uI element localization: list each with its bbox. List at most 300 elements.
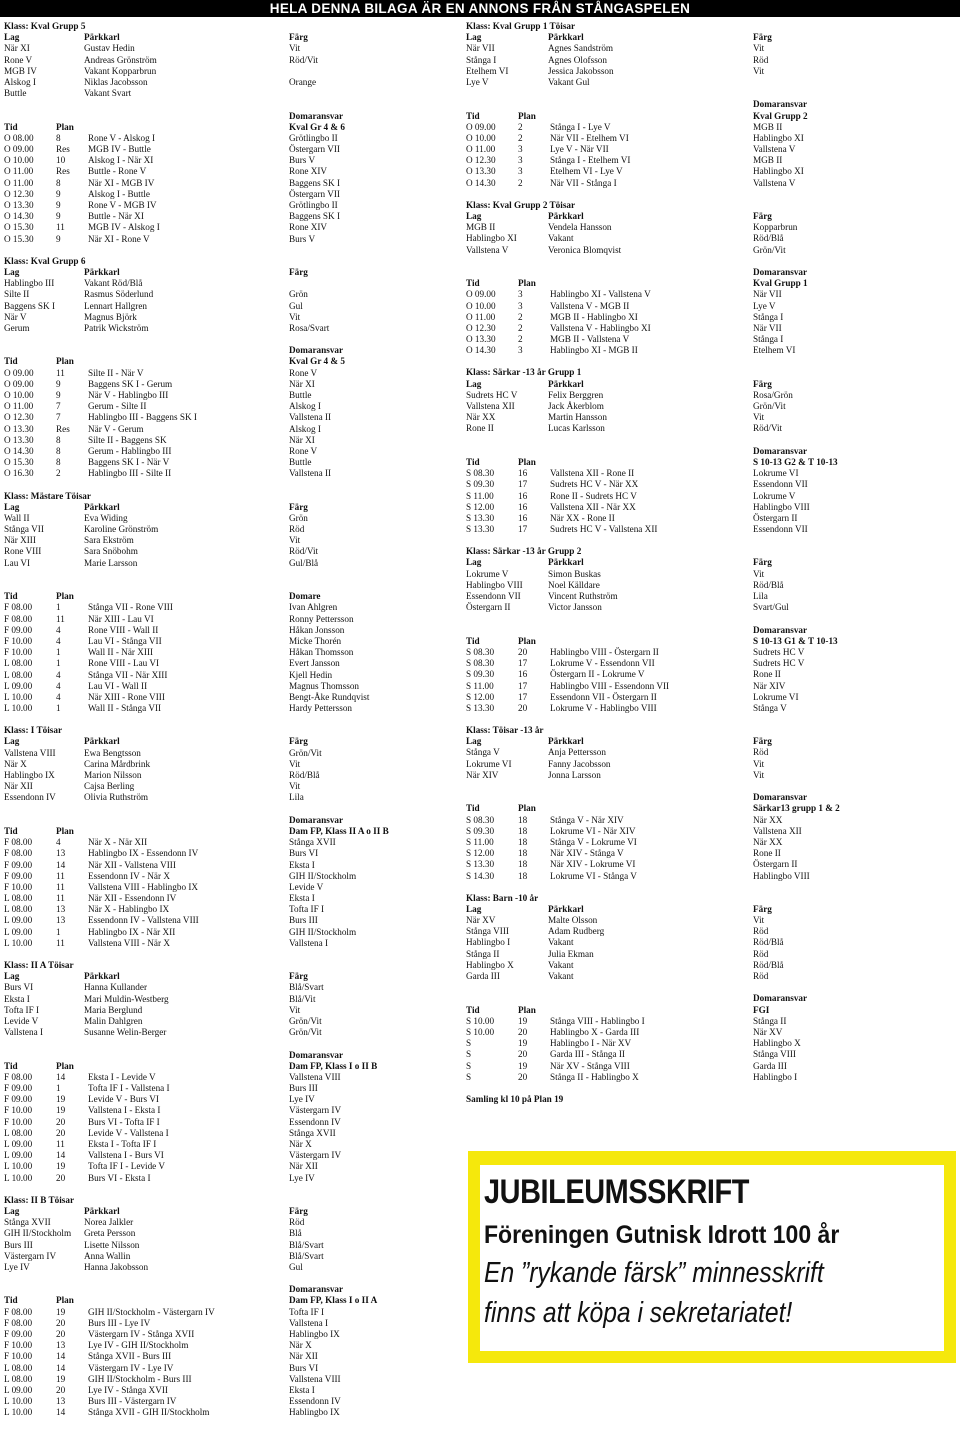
team-name: Essendonn VII bbox=[466, 591, 521, 601]
blank-cell bbox=[84, 1284, 289, 1295]
game-time: S 11.00 bbox=[466, 490, 494, 501]
game-time: F 08.00 bbox=[4, 613, 33, 624]
game-time: O 09.00 bbox=[466, 289, 496, 300]
game-match: Eksta I - Levide V bbox=[88, 1071, 156, 1082]
game-referee: Stånga XVII bbox=[289, 837, 336, 848]
class-section bbox=[466, 21, 956, 189]
game-row bbox=[4, 647, 454, 658]
game-match: GIH II/Stockholm - Burs III bbox=[88, 1373, 192, 1384]
game-row bbox=[466, 334, 956, 345]
game-row bbox=[466, 166, 956, 177]
game-row bbox=[4, 915, 454, 926]
game-time: L 08.00 bbox=[4, 1127, 33, 1138]
column-header: Plan bbox=[56, 1295, 74, 1306]
game-field: 14 bbox=[56, 1407, 66, 1418]
game-field: 17 bbox=[518, 658, 528, 669]
column-header: Tid bbox=[4, 121, 18, 132]
game-referee: Rone V bbox=[289, 367, 318, 378]
team-name: Lye V bbox=[466, 76, 489, 87]
team-name: Hablingbo X bbox=[466, 959, 514, 970]
game-row bbox=[4, 166, 454, 177]
team-row bbox=[4, 748, 454, 759]
team-row bbox=[466, 971, 956, 982]
team-row bbox=[4, 66, 454, 77]
captain-name: Vakant Röd/Blå bbox=[84, 278, 143, 289]
game-match: När XI - MGB IV bbox=[88, 177, 155, 188]
team-row bbox=[4, 1262, 454, 1273]
captain-name: Marion Nilsson bbox=[84, 770, 142, 780]
captain-name: Jessica Jakobsson bbox=[548, 65, 614, 76]
game-match: Lau VI - Wall II bbox=[88, 680, 148, 691]
game-field: 13 bbox=[56, 915, 66, 926]
captain-name: Sara Snöbohm bbox=[84, 546, 138, 557]
game-referee: Eksta I bbox=[289, 1384, 315, 1395]
game-row bbox=[466, 178, 956, 189]
game-field: 18 bbox=[518, 836, 528, 847]
game-match: Sudrets HC V - Vallstena XII bbox=[550, 524, 658, 535]
game-match: Lye IV - GIH II/Stockholm bbox=[88, 1340, 189, 1351]
team-row bbox=[466, 949, 956, 960]
game-row bbox=[4, 681, 454, 692]
game-referee: Hablingbo X bbox=[753, 1038, 801, 1049]
game-field: 11 bbox=[56, 613, 65, 624]
captain-name: Greta Persson bbox=[84, 1228, 136, 1239]
blank-cell bbox=[4, 111, 84, 122]
game-row bbox=[4, 211, 454, 222]
game-time: S 08.30 bbox=[466, 814, 495, 825]
game-referee: Hablingbo XI bbox=[753, 132, 804, 143]
team-name: Hablingbo XI bbox=[466, 233, 517, 244]
team-color: Gul/Blå bbox=[289, 557, 319, 568]
game-referee: Vallstena II bbox=[289, 468, 332, 479]
game-field: 14 bbox=[56, 1150, 66, 1161]
game-row bbox=[4, 871, 454, 882]
game-field: 4 bbox=[56, 635, 61, 646]
class-section bbox=[466, 367, 956, 535]
team-color: Rosa/Svart bbox=[289, 322, 330, 333]
game-time: L 10.00 bbox=[4, 691, 33, 702]
class-title: Klass: II B Töisar bbox=[4, 1194, 75, 1205]
game-row bbox=[4, 1318, 454, 1329]
game-referee: Garda III bbox=[753, 1060, 787, 1071]
game-time: F 10.00 bbox=[4, 1116, 33, 1127]
class-title: Klass: II A Töisar bbox=[4, 960, 74, 970]
game-time: F 08.00 bbox=[4, 1306, 33, 1317]
game-referee: Håkan Jonsson bbox=[289, 624, 345, 635]
team-name: När XX bbox=[466, 412, 496, 423]
captain-name: Carina Mårdbrink bbox=[84, 758, 151, 769]
team-name: Wall II bbox=[4, 512, 30, 523]
team-header-row bbox=[4, 32, 454, 43]
schedule-header-row bbox=[466, 1005, 956, 1016]
advert-title: JUBILEUMSSKRIFT bbox=[484, 1173, 749, 1211]
schedule-header-row bbox=[4, 122, 454, 133]
game-referee: Östergarn II bbox=[753, 512, 798, 523]
game-referee: Hablingbo IX bbox=[289, 1407, 340, 1418]
game-row bbox=[4, 1396, 454, 1407]
team-header-row bbox=[4, 971, 454, 982]
game-time: F 10.00 bbox=[4, 1105, 33, 1116]
blank-cell bbox=[84, 345, 289, 356]
game-match: Wall II - Stånga VII bbox=[88, 703, 162, 714]
class-title: Klass: Töisar -13 år bbox=[466, 725, 544, 736]
team-header-row bbox=[466, 32, 956, 43]
team-row bbox=[466, 926, 956, 937]
class-title: Klass: Särkar -13 år Grupp 2 bbox=[466, 546, 582, 557]
game-time: O 11.00 bbox=[4, 166, 34, 177]
referee-header-row bbox=[466, 792, 956, 803]
game-row bbox=[4, 837, 454, 848]
game-referee: Rone XIV bbox=[289, 222, 328, 233]
column-header: Pärkkarl bbox=[84, 266, 120, 277]
captain-name: Simon Buskas bbox=[548, 568, 601, 579]
team-color: Grön/Vit bbox=[753, 401, 786, 411]
game-referee: Hablingbo VIII bbox=[753, 870, 810, 881]
game-field: 4 bbox=[56, 624, 61, 635]
game-field: 13 bbox=[56, 904, 66, 915]
game-field: 8 bbox=[56, 434, 61, 445]
game-field: 11 bbox=[56, 937, 65, 948]
game-match: Vallstena V - Hablingbo XI bbox=[550, 322, 651, 333]
game-row bbox=[4, 1150, 454, 1161]
column-header: Pärkkarl bbox=[548, 378, 584, 389]
team-row bbox=[466, 580, 956, 591]
game-field: 16 bbox=[518, 669, 528, 680]
column-header: Färg bbox=[753, 32, 772, 43]
team-color: Blå bbox=[289, 1228, 302, 1239]
team-color: Gul bbox=[289, 300, 303, 311]
game-field: 2 bbox=[56, 468, 61, 479]
column-header: Färg bbox=[289, 971, 308, 982]
game-time: F 09.00 bbox=[4, 1094, 33, 1105]
game-field: 9 bbox=[56, 188, 61, 199]
game-row bbox=[466, 133, 956, 144]
blank-cell bbox=[466, 99, 548, 110]
referee-label: Domaransvar bbox=[753, 445, 808, 456]
game-field: 3 bbox=[518, 300, 523, 311]
game-field: 14 bbox=[56, 1351, 66, 1362]
game-time: L 08.00 bbox=[4, 1362, 33, 1373]
class-title: Klass: Kval Grupp 2 Töisar bbox=[466, 199, 576, 210]
game-field: 2 bbox=[518, 322, 523, 333]
team-color: Röd bbox=[753, 54, 769, 65]
game-row bbox=[4, 602, 454, 613]
game-referee: Hardy Pettersson bbox=[289, 703, 353, 714]
game-field: 19 bbox=[56, 1373, 66, 1384]
game-time: O 12.30 bbox=[466, 322, 496, 333]
game-time: F 08.00 bbox=[4, 602, 33, 613]
game-match: Stånga V - När XIV bbox=[550, 814, 624, 825]
team-name: Tofta IF I bbox=[4, 1004, 40, 1015]
team-color: Orange bbox=[289, 76, 317, 87]
game-field: 20 bbox=[56, 1127, 66, 1138]
game-referee: Vallstena II bbox=[289, 412, 332, 423]
column-header: Tid bbox=[4, 1295, 18, 1306]
game-time: L 09.00 bbox=[4, 680, 33, 691]
team-color: Vit bbox=[289, 1004, 301, 1015]
column-header: Tid bbox=[466, 110, 480, 121]
class-section bbox=[466, 893, 956, 1106]
column-header: Plan bbox=[56, 591, 74, 602]
game-row bbox=[4, 860, 454, 871]
class-title: Klass: Kval Grupp 6 bbox=[4, 255, 86, 266]
team-header-row bbox=[466, 736, 956, 747]
column-header: Färg bbox=[289, 266, 308, 277]
game-referee: När VII bbox=[753, 289, 782, 300]
game-field: 7 bbox=[56, 401, 61, 412]
game-field: 1 bbox=[56, 703, 61, 714]
game-referee: GIH II/Stockholm bbox=[289, 926, 357, 937]
game-row bbox=[466, 1027, 956, 1038]
game-referee: Burs VI bbox=[289, 1362, 319, 1373]
column-header: Tid bbox=[466, 635, 480, 646]
spacer bbox=[466, 435, 956, 446]
class-section bbox=[466, 725, 956, 882]
schedule-header-row bbox=[4, 1061, 454, 1072]
game-referee: När XII bbox=[289, 1161, 318, 1172]
team-name: Lau VI bbox=[4, 557, 31, 568]
game-time: O 09.00 bbox=[4, 378, 34, 389]
game-row bbox=[4, 1385, 454, 1396]
team-name: Stånga II bbox=[466, 948, 500, 959]
game-row bbox=[4, 234, 454, 245]
game-match: Vallstena I - Burs VI bbox=[88, 1150, 164, 1161]
game-referee: Bengt-Åke Rundqvist bbox=[289, 691, 370, 702]
gathering-note: Samling kl 10 på Plan 19 bbox=[466, 1094, 564, 1105]
team-color: Vit bbox=[753, 769, 765, 780]
game-row bbox=[466, 1016, 956, 1027]
game-match: Vallstena XII - Rone II bbox=[550, 468, 635, 479]
game-row bbox=[466, 479, 956, 490]
spacer bbox=[4, 334, 454, 345]
column-header: Tid bbox=[4, 1060, 18, 1071]
referee-label: Domaransvar bbox=[753, 266, 808, 277]
game-referee: MGB II bbox=[753, 155, 783, 166]
captain-name: Fanny Jacobsson bbox=[548, 758, 611, 769]
spacer bbox=[4, 1038, 454, 1049]
column-header: Lag bbox=[466, 903, 482, 914]
column-header: Pärkkarl bbox=[84, 971, 120, 982]
team-color bbox=[289, 66, 454, 77]
game-field: 10 bbox=[56, 155, 66, 166]
team-color: Vit bbox=[289, 311, 301, 322]
game-match: Stånga XVII - Burs III bbox=[88, 1351, 172, 1362]
game-referee: Burs V bbox=[289, 233, 316, 244]
game-row bbox=[4, 658, 454, 669]
game-field: 1 bbox=[56, 658, 61, 669]
team-row bbox=[4, 524, 454, 535]
team-header-row bbox=[466, 379, 956, 390]
captain-name: Eva Widing bbox=[84, 512, 128, 523]
game-referee: När XI bbox=[289, 434, 315, 445]
team-name: När X bbox=[4, 758, 27, 769]
team-color: Vit bbox=[753, 568, 765, 579]
column-header: Pärkkarl bbox=[84, 501, 120, 512]
game-referee: Essendonn VII bbox=[753, 524, 808, 535]
team-name: Essendonn IV bbox=[4, 792, 56, 803]
game-time: O 12.30 bbox=[4, 188, 34, 199]
game-time: L 10.00 bbox=[4, 1172, 33, 1183]
game-time: L 08.00 bbox=[4, 669, 33, 680]
column-header: Plan bbox=[56, 1060, 74, 1071]
game-referee: När VII bbox=[753, 322, 782, 333]
blank-cell bbox=[466, 625, 548, 636]
game-field: 8 bbox=[56, 132, 61, 143]
team-row bbox=[4, 535, 454, 546]
team-name: När XV bbox=[466, 915, 496, 926]
team-color bbox=[289, 88, 454, 99]
referee-header-row bbox=[466, 267, 956, 278]
game-referee: Hablingbo XI bbox=[753, 166, 804, 177]
spacer bbox=[466, 256, 956, 267]
game-time: O 10.00 bbox=[4, 390, 34, 400]
game-row bbox=[466, 122, 956, 133]
game-field: 20 bbox=[518, 702, 528, 713]
team-color bbox=[289, 278, 454, 289]
game-row bbox=[466, 658, 956, 669]
game-row bbox=[4, 401, 454, 412]
blank-cell bbox=[466, 267, 548, 278]
game-match: Stånga I - Lye V bbox=[550, 121, 611, 132]
game-match: När XX - Rone II bbox=[550, 512, 615, 523]
game-field: 9 bbox=[56, 233, 61, 244]
advert-subtitle: Föreningen Gutnisk Idrott 100 år bbox=[484, 1221, 840, 1249]
game-row bbox=[4, 155, 454, 166]
game-match: Hablingbo I - När XV bbox=[550, 1038, 632, 1049]
game-referee: Hablingbo VIII bbox=[753, 501, 810, 512]
game-field: 11 bbox=[56, 367, 65, 378]
game-referee: Vallstena I bbox=[289, 937, 329, 948]
team-color: Vit bbox=[753, 65, 765, 76]
team-row bbox=[4, 982, 454, 993]
game-field: 17 bbox=[518, 524, 528, 535]
game-referee: Rone II bbox=[753, 669, 781, 680]
game-field: 1 bbox=[56, 926, 61, 937]
game-referee: Essendonn IV bbox=[289, 1396, 341, 1407]
team-row bbox=[466, 569, 956, 580]
game-referee: När XIV bbox=[753, 680, 786, 691]
team-name: Vallstena V bbox=[466, 244, 509, 255]
game-field: 1 bbox=[56, 1083, 61, 1094]
game-field: 20 bbox=[518, 1026, 528, 1037]
game-time: O 16.30 bbox=[4, 468, 34, 479]
game-row bbox=[4, 379, 454, 390]
game-match: Buttle - Rone V bbox=[88, 166, 147, 177]
game-field: 7 bbox=[56, 412, 61, 423]
game-field: 4 bbox=[56, 680, 61, 691]
game-referee: Vallstena XII bbox=[753, 825, 802, 836]
game-time: F 08.00 bbox=[4, 1317, 33, 1328]
blank-cell bbox=[4, 1050, 84, 1061]
team-name: När XII bbox=[4, 781, 33, 792]
column-header: Färg bbox=[289, 501, 308, 512]
game-time: O 08.00 bbox=[4, 132, 34, 143]
spacer bbox=[4, 1273, 454, 1284]
team-name: Rone VIII bbox=[4, 546, 42, 557]
game-match: Stånga II - Hablingbo X bbox=[550, 1071, 639, 1082]
game-match: Hablingbo IX - När XII bbox=[88, 926, 176, 937]
game-match: Hablingbo X - Garda III bbox=[550, 1026, 640, 1037]
game-row bbox=[466, 669, 956, 680]
game-match: Hablingbo XI - MGB II bbox=[550, 345, 638, 356]
game-match: När V - Gerum bbox=[88, 423, 144, 434]
game-time: S 11.00 bbox=[466, 680, 494, 691]
game-referee: Lye IV bbox=[289, 1094, 315, 1105]
team-header-row bbox=[4, 1206, 454, 1217]
game-row bbox=[466, 681, 956, 692]
referee-label: Domaransvar bbox=[753, 624, 808, 635]
team-name: Lokrume VI bbox=[466, 758, 512, 769]
column-header: Tid bbox=[4, 356, 18, 367]
game-row bbox=[466, 837, 956, 848]
team-color: Röd bbox=[289, 1217, 305, 1228]
team-name: Gerum bbox=[4, 322, 30, 333]
game-referee: När XX bbox=[753, 836, 783, 847]
team-row bbox=[466, 770, 956, 781]
game-row bbox=[4, 144, 454, 155]
team-name: Vallstena VIII bbox=[4, 747, 56, 758]
game-time: S 09.30 bbox=[466, 825, 495, 836]
game-time: S 13.30 bbox=[466, 524, 495, 535]
game-row bbox=[466, 502, 956, 513]
class-title: Klass: Mästare Töisar bbox=[4, 490, 91, 501]
game-match: Hablingbo VIII - Essendonn VII bbox=[550, 680, 670, 691]
game-match: Buttle - När XI bbox=[88, 211, 144, 222]
game-row bbox=[4, 178, 454, 189]
game-field: 19 bbox=[56, 1105, 66, 1116]
game-referee: Grötlingbo II bbox=[289, 200, 338, 210]
game-field: 14 bbox=[56, 1362, 66, 1373]
game-match: MGB IV - Buttle bbox=[88, 144, 151, 155]
referee-label: Domaransvar bbox=[753, 99, 808, 110]
class-section bbox=[4, 491, 454, 715]
game-field: Res bbox=[56, 144, 70, 155]
captain-name: Vakant Svart bbox=[84, 88, 132, 99]
team-name: När XIII bbox=[4, 535, 36, 546]
captain-name: Jack Åkerblom bbox=[548, 401, 604, 411]
game-row bbox=[466, 1072, 956, 1083]
game-match: Stånga I - Etelhem VI bbox=[550, 155, 631, 166]
game-referee: När XV bbox=[753, 1026, 783, 1037]
team-color: Grön/Vit bbox=[289, 1015, 322, 1026]
game-row bbox=[4, 222, 454, 233]
team-name: Hablingbo IX bbox=[4, 770, 55, 780]
game-field: 17 bbox=[518, 479, 528, 490]
column-header: Pärkkarl bbox=[84, 736, 120, 747]
team-name: Vallstena I bbox=[4, 1027, 44, 1038]
game-time: S 13.30 bbox=[466, 702, 495, 713]
game-time: F 09.00 bbox=[4, 624, 33, 635]
game-match: Lau VI - Stånga VII bbox=[88, 635, 162, 646]
spacer bbox=[466, 982, 956, 993]
referee-header-row bbox=[4, 580, 454, 591]
game-row bbox=[466, 703, 956, 714]
referee-group: Kval Grupp 1 bbox=[753, 278, 808, 289]
game-match: Vallstena I - Eksta I bbox=[88, 1105, 161, 1116]
column-header: Lag bbox=[466, 736, 482, 747]
game-field: 8 bbox=[56, 177, 61, 188]
game-time: S bbox=[466, 1071, 472, 1082]
game-time: S 13.30 bbox=[466, 512, 495, 523]
team-name: Stånga I bbox=[466, 54, 497, 65]
team-row bbox=[466, 937, 956, 948]
game-referee: Ivan Ahlgren bbox=[289, 602, 338, 613]
column-header: Lag bbox=[466, 211, 482, 221]
game-referee: Rone II bbox=[753, 848, 781, 859]
game-referee: Stånga I bbox=[753, 334, 784, 345]
game-field: 8 bbox=[56, 457, 61, 468]
game-match: Gerum - Silte II bbox=[88, 401, 147, 412]
